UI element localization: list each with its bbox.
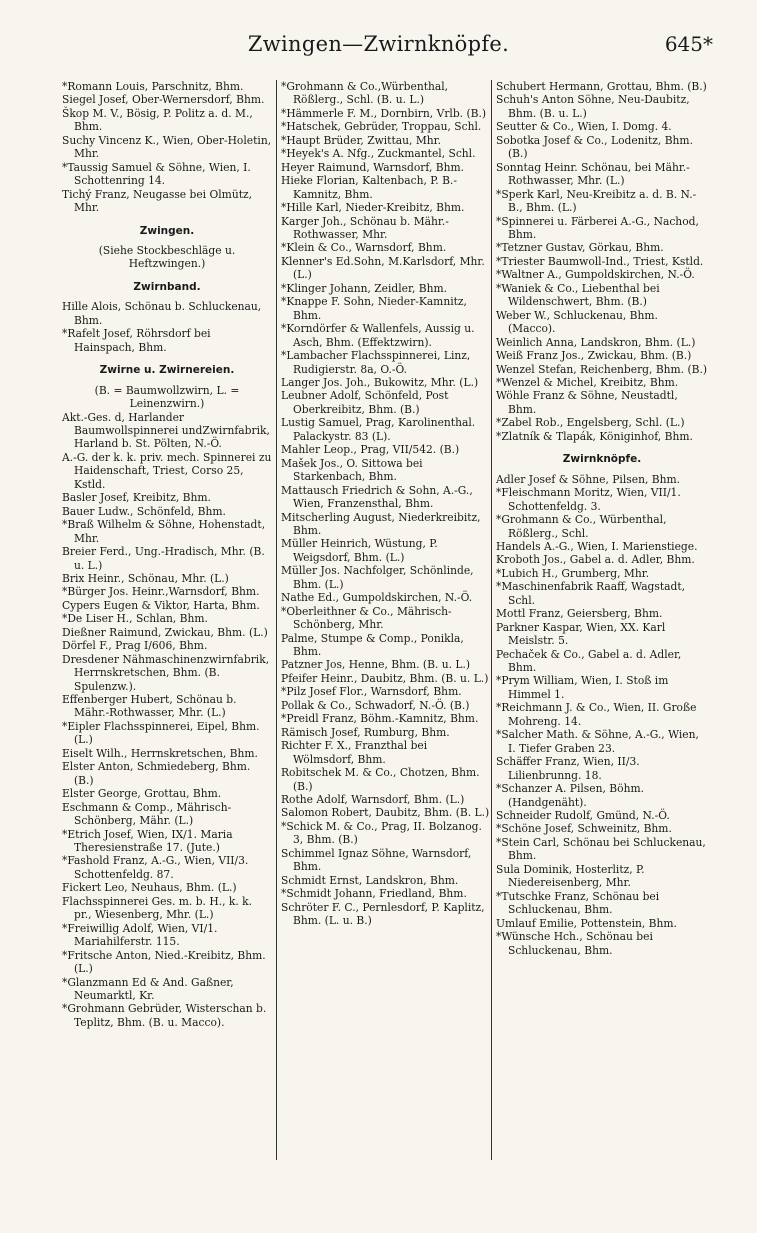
directory-entry: *Prym William, Wien, I. Stoß im Himmel 1.	[496, 674, 669, 701]
directory-entry: Elster Anton, Schmiedeberg, Bhm. (B.)	[62, 760, 251, 787]
directory-entry: *Eipler Flachsspinnerei, Eipel, Bhm. (L.)	[62, 719, 260, 747]
directory-entry: Basler Josef, Kreibitz, Bhm.	[62, 491, 211, 505]
directory-entry: Effenberger Hubert, Schönau b. Mähr.-Rothwasser, Mhr. (L.)	[62, 693, 237, 720]
directory-entry: Siegel Josef, Ober-Wernersdorf, Bhm.	[62, 93, 265, 107]
page-header	[0, 32, 757, 62]
page-title: Zwingen—Zwirnknöpfe.	[247, 32, 510, 56]
section-heading: Zwirnknöpfe.	[562, 453, 642, 466]
directory-entry: *Fleischmann Moritz, Wien, VII/1. Schottenfeldg. 3.	[496, 486, 681, 513]
directory-entry: Nathe Ed., Gumpoldskirchen, N.-Ö.	[281, 591, 473, 605]
directory-entry: Langer Jos. Joh., Bukowitz, Mhr. (L.)	[281, 375, 479, 389]
directory-entry: Schimmel Ignaz Söhne, Warnsdorf, Bhm.	[281, 846, 472, 874]
directory-entry: *Glanzmann Ed & And. Gaßner, Neumarktl, Kr.	[62, 975, 234, 1002]
directory-entry: *Grohmann Gebrüder, Wisterschan b. Teplitz, Bhm. (B. u. Macco).	[62, 1002, 267, 1029]
directory-entry: Robitschek M. & Co., Chotzen, Bhm. (B.)	[281, 766, 480, 793]
directory-entry: *Klinger Johann, Zeidler, Bhm.	[281, 281, 448, 295]
directory-entry: Suchy Vincenz K., Wien, Ober-Holetin, Mhr.	[62, 133, 272, 161]
directory-entry: Pechaček & Co., Gabel a. d. Adler, Bhm.	[496, 647, 682, 675]
column-left	[62, 80, 272, 1029]
directory-entry: Weinlich Anna, Landskron, Bhm. (L.)	[496, 335, 696, 349]
directory-entry: *Taussig Samuel & Söhne, Wien, I. Schottenring 14.	[62, 160, 251, 188]
directory-entry: *Freiwillig Adolf, Wien, VI/1. Mariahilferstr. 115.	[62, 921, 218, 949]
directory-entry: Pfeifer Heinr., Daubitz, Bhm. (B. u. L.)	[281, 671, 489, 685]
directory-entry: Dießner Raimund, Zwickau, Bhm. (L.)	[62, 625, 268, 639]
directory-entry: Elster George, Grottau, Bhm.	[62, 787, 222, 801]
directory-entry: *Stein Carl, Schönau bei Schluckenau, Bhm.	[496, 835, 706, 863]
directory-entry: *Hatschek, Gebrüder, Troppau, Schl.	[281, 120, 482, 134]
directory-entry: Handels A.-G., Wien, I. Marienstiege.	[496, 539, 698, 553]
directory-entry: *Wünsche Hch., Schönau bei Schluckenau, Bhm.	[496, 930, 653, 957]
directory-entry: Dörfel F., Prag I/606, Bhm.	[62, 639, 208, 653]
directory-entry: Eschmann & Comp., Mährisch-Schönberg, Mähr. (L.)	[62, 800, 232, 828]
directory-entry: *Braß Wilhelm & Söhne, Hohenstadt, Mhr.	[62, 518, 266, 545]
directory-entry: Cypers Eugen & Viktor, Harta, Bhm.	[62, 598, 260, 612]
directory-entry: Schmidt Ernst, Landskron, Bhm.	[281, 873, 459, 887]
directory-entry: Leubner Adolf, Schönfeld, Post Oberkreibitz, Bhm. (B.)	[281, 389, 449, 416]
directory-entry: *Fritsche Anton, Nied.-Kreibitz, Bhm. (L.)	[62, 948, 266, 976]
column-divider	[491, 80, 492, 1160]
directory-entry: Mašek Jos., O. Sittowa bei Starkenbach, Bhm.	[281, 456, 423, 484]
directory-entry: Patzner Jos, Henne, Bhm. (B. u. L.)	[281, 658, 471, 672]
directory-entry: Richter F. X., Franzthal bei Wölmsdorf, Bhm.	[281, 739, 428, 766]
directory-entry: *Preidl Franz, Böhm.-Kamnitz, Bhm.	[281, 712, 479, 726]
directory-entry: Wöhle Franz & Söhne, Neustadtl, Bhm.	[496, 389, 678, 416]
directory-entry: *Hämmerle F. M., Dornbirn, Vrlb. (B.)	[281, 106, 487, 120]
directory-entry: Heyer Raimund, Warnsdorf, Bhm.	[281, 160, 465, 174]
directory-entry: *Reichmann J. & Co., Wien, II. Große Mohreng. 14.	[496, 701, 697, 728]
directory-entry: *Tutschke Franz, Schönau bei Schluckenau, Bhm.	[496, 889, 660, 917]
directory-entry: Müller Jos. Nachfolger, Schönlinde, Bhm. (L.)	[281, 564, 474, 591]
column-divider	[276, 80, 277, 1160]
directory-entry: Akt.-Ges. d, Harlander Baumwollspinnerei undZwirnfabrik, Harland b. St. Pölten, N.-Ö.	[62, 410, 270, 451]
directory-entry: *De Liser H., Schlan, Bhm.	[62, 612, 208, 626]
directory-entry: *Hille Karl, Nieder-Kreibitz, Bhm.	[281, 201, 465, 215]
directory-entry: Schubert Hermann, Grottau, Bhm. (B.)	[496, 80, 707, 93]
directory-entry: Mahler Leop., Prag, VII/542. (B.)	[281, 443, 460, 457]
directory-entry: Fickert Leo, Neuhaus, Bhm. (L.)	[62, 881, 237, 895]
directory-entry: *Lambacher Flachsspinnerei, Linz, Rudigierstr. 8a, O.-Ö.	[281, 349, 471, 376]
directory-entry: *Waltner A., Gumpoldskirchen, N.-Ö.	[496, 268, 695, 282]
directory-entry: Mitscherling August, Niederkreibitz, Bhm.	[281, 510, 481, 537]
directory-entry: Palme, Stumpe & Comp., Ponikla, Bhm.	[281, 631, 464, 659]
page-number: 645*	[664, 32, 713, 56]
directory-entry: *Klein & Co., Warnsdorf, Bhm.	[281, 241, 447, 255]
directory-entry: *Lubich H., Grumberg, Mhr.	[496, 566, 650, 580]
directory-entry: Flachsspinnerei Ges. m. b. H., k. k. pr., Wiesenberg, Mhr. (L.)	[62, 894, 253, 922]
directory-entry: *Pilz Josef Flor., Warnsdorf, Bhm.	[281, 685, 462, 699]
directory-entry: *Salcher Math. & Söhne, A.-G., Wien, I. Tiefer Graben 23.	[496, 728, 699, 755]
directory-entry: Mattausch Friedrich & Sohn, A.-G., Wien, Franzensthal, Bhm.	[281, 483, 473, 511]
directory-entry: *Wenzel & Michel, Kreibitz, Bhm.	[496, 375, 679, 389]
directory-entry: Schröter F. C., Pernlesdorf, P. Kaplitz, Bhm. (L. u. B.)	[281, 900, 485, 928]
directory-entry: Weber W., Schluckenau, Bhm. (Macco).	[496, 308, 658, 336]
directory-entry: Umlauf Emilie, Pottenstein, Bhm.	[496, 916, 677, 930]
directory-entry: Rothe Adolf, Warnsdorf, Bhm. (L.)	[281, 793, 465, 807]
directory-entry: *Schöne Josef, Schweinitz, Bhm.	[496, 822, 672, 836]
directory-entry: Müller Heinrich, Wüstung, P. Weigsdorf, Bhm. (L.)	[281, 537, 438, 564]
directory-entry: *Sperk Karl, Neu-Kreibitz a. d. B. N.-B., Bhm. (L.)	[496, 187, 697, 215]
directory-entry: Salomon Robert, Daubitz, Bhm. (B. L.)	[281, 806, 490, 820]
directory-entry: *Rafelt Josef, Röhrsdorf bei Hainspach, Bhm.	[62, 327, 211, 354]
directory-entry: *Zabel Rob., Engelsberg, Schl. (L.)	[496, 416, 685, 430]
directory-entry: Schuh's Anton Söhne, Neu-Daubitz, Bhm. (B. u. L.)	[496, 93, 690, 120]
directory-entry: Klenner's Ed.Sohn, M.Karlsdorf, Mhr. (L.)	[281, 254, 485, 282]
directory-entry: Tichý Franz, Neugasse bei Olmütz, Mhr.	[62, 187, 253, 215]
directory-entry: *Romann Louis, Parschnitz, Bhm.	[62, 80, 244, 93]
directory-entry: *Oberleithner & Co., Mährisch-Schönberg, Mhr.	[281, 604, 452, 632]
directory-entry: Eiselt Wilh., Herrnskretschen, Bhm.	[62, 746, 258, 760]
directory-entry: Schäffer Franz, Wien, II/3. Lilienbrunng. 18.	[496, 755, 640, 782]
directory-entry: Škop M. V., Bösig, P. Politz a. d. M., Bhm.	[62, 106, 253, 134]
directory-entry: Rämisch Josef, Rumburg, Bhm.	[281, 725, 450, 739]
directory-entry: Brix Heinr., Schönau, Mhr. (L.)	[62, 571, 229, 585]
directory-entry: Bauer Ludw., Schönfeld, Bhm.	[62, 504, 226, 518]
directory-entry: Pollak & Co., Schwadorf, N.-Ö. (B.)	[281, 698, 470, 712]
directory-entry: *Tetzner Gustav, Görkau, Bhm.	[496, 241, 664, 255]
directory-entry: Adler Josef & Söhne, Pilsen, Bhm.	[496, 472, 681, 486]
directory-entry: Hille Alois, Schönau b. Schluckenau, Bhm.	[62, 300, 262, 327]
directory-entry: Parkner Kaspar, Wien, XX. Karl Meislstr. 5.	[496, 620, 666, 648]
directory-entry: *Schanzer A. Pilsen, Böhm. (Handgenäht).	[496, 782, 644, 809]
directory-entry: *Spinnerei u. Färberei A.-G., Nachod, Bhm.	[496, 214, 699, 241]
section-heading: Zwingen.	[139, 224, 195, 237]
directory-entry: *Schick M. & Co., Prag, II. Bolzanog. 3, Bhm. (B.)	[281, 819, 482, 847]
directory-entry: *Maschinenfabrik Raaff, Wagstadt, Schl.	[496, 580, 686, 607]
directory-entry: A.-G. der k. k. priv. mech. Spinnerei zu Haidenschaft, Triest, Corso 25, Kstld.	[62, 450, 272, 491]
directory-entry: Sula Dominik, Hosterlitz, P. Niedereisenberg, Mhr.	[496, 862, 645, 890]
directory-entry: *Heyek's A. Nfg., Zuckmantel, Schl.	[281, 147, 476, 161]
directory-entry: Hieke Florian, Kaltenbach, P. B.-Kamnitz, Bhm.	[281, 174, 457, 201]
directory-entry: *Knappe F. Sohn, Nieder-Kamnitz, Bhm.	[281, 295, 467, 322]
directory-entry: Lustig Samuel, Prag, Karolinenthal. Palackystr. 83 (L).	[281, 416, 476, 443]
column-middle	[281, 80, 491, 928]
directory-entry: *Korndörfer & Wallenfels, Aussig u. Asch, Bhm. (Effektzwirn).	[281, 322, 475, 349]
section-note: (Siehe Stockbeschläge u. Heftzwingen.)	[98, 243, 236, 271]
directory-entry: *Waniek & Co., Liebenthal bei Wildenschwert, Bhm. (B.)	[496, 281, 660, 309]
directory-entry: Sonntag Heinr. Schönau, bei Mähr.-Rothwasser, Mhr. (L.)	[496, 160, 690, 188]
directory-entry: Sobotka Josef & Co., Lodenitz, Bhm. (B.)	[496, 133, 693, 161]
section-heading: Zwirnband.	[133, 280, 201, 293]
directory-entry: Schneider Rudolf, Gmünd, N.-Ö.	[496, 809, 670, 823]
directory-entry: Dresdener Nähmaschinenzwirnfabrik, Herrnskretschen, Bhm. (B. Spulenzw.).	[62, 652, 270, 693]
directory-entry: Kroboth Jos., Gabel a. d. Adler, Bhm.	[496, 553, 695, 567]
directory-entry: *Haupt Brüder, Zwittau, Mhr.	[281, 133, 441, 147]
column-right	[496, 80, 708, 957]
directory-entry: *Bürger Jos. Heinr.,Warnsdorf, Bhm.	[62, 585, 260, 599]
directory-entry: Breier Ferd., Ung.-Hradisch, Mhr. (B. u. L.)	[62, 545, 265, 572]
directory-entry: *Zlatník & Tlapák, Königinhof, Bhm.	[496, 429, 693, 443]
directory-entry: *Fashold Franz, A.-G., Wien, VII/3. Schottenfeldg. 87.	[62, 854, 249, 881]
section-note: (B. = Baumwollzwirn, L. = Leinenzwirn.)	[94, 383, 240, 411]
directory-entry: Mottl Franz, Geiersberg, Bhm.	[496, 607, 663, 621]
directory-entry: *Grohmann & Co.,Würbenthal, Rößlerg., Schl. (B. u. L.)	[281, 80, 449, 107]
directory-entry: Wenzel Stefan, Reichenberg, Bhm. (B.)	[496, 362, 708, 376]
directory-entry: Seutter & Co., Wien, I. Domg. 4.	[496, 120, 672, 134]
section-heading: Zwirne u. Zwirnereien.	[99, 364, 235, 377]
directory-entry: *Triester Baumwoll-Ind., Triest, Kstld.	[496, 254, 704, 268]
directory-entry: Karger Joh., Schönau b. Mähr.-Rothwasser, Mhr.	[281, 214, 449, 241]
directory-entry: Weiß Franz Jos., Zwickau, Bhm. (B.)	[496, 349, 692, 363]
directory-entry: *Schmidt Johann, Friedland, Bhm.	[281, 887, 467, 901]
directory-entry: *Grohmann & Co., Würbenthal, Rößlerg., Schl.	[496, 513, 667, 540]
directory-entry: *Etrich Josef, Wien, IX/1. Maria Theresienstraße 17. (Jute.)	[62, 827, 233, 855]
